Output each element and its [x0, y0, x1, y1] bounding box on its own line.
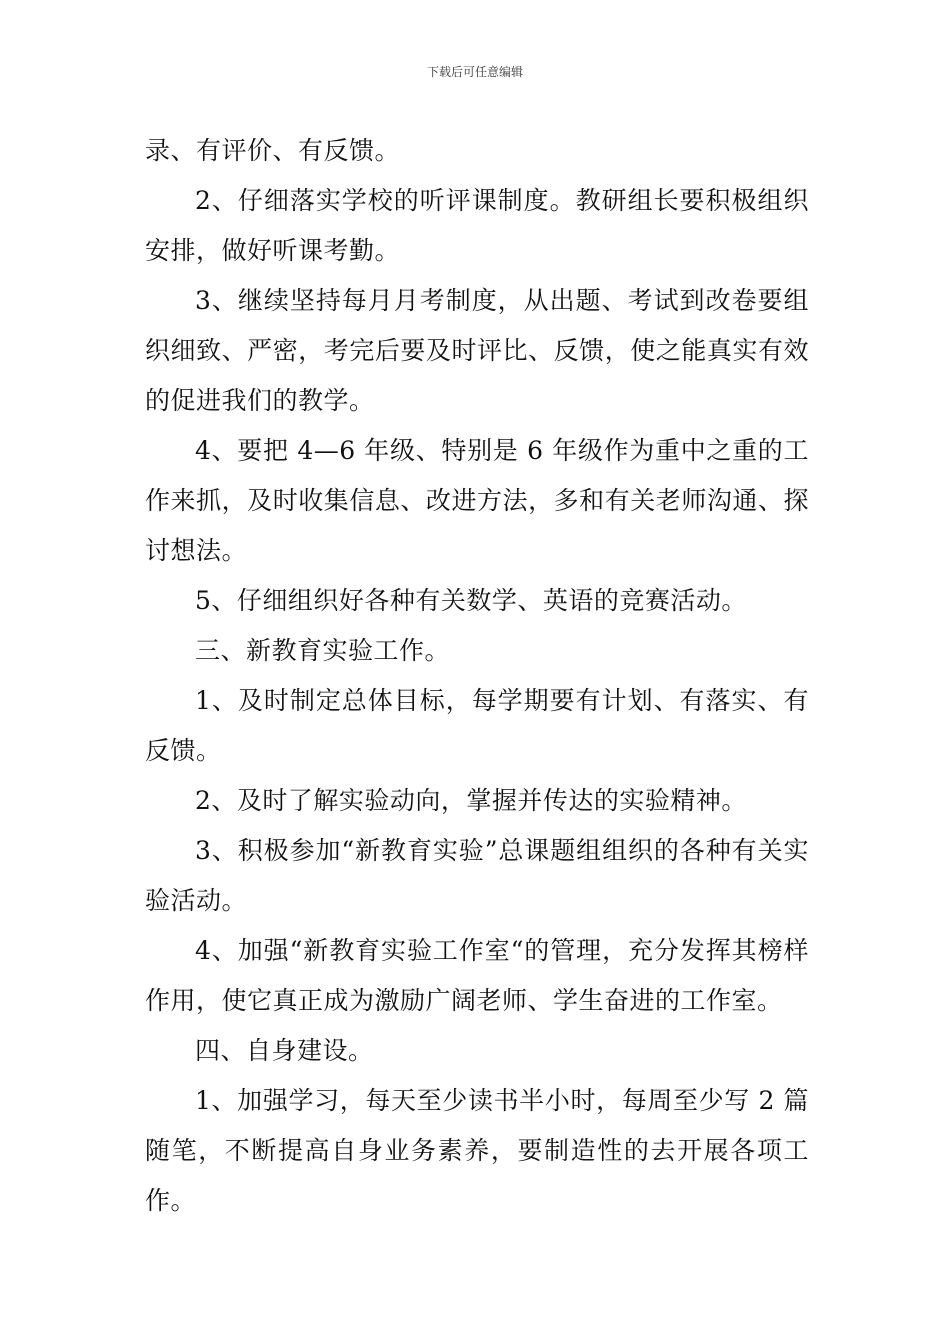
- document-body: [145, 126, 809, 1226]
- page-header-note: 下载后可任意编辑: [426, 65, 523, 79]
- paragraph-item-2-listen-evaluate: 2、仔细落实学校的听评课制度。教研组长要积极组织安排，做好听课考勤。: [145, 186, 809, 265]
- paragraph-item-2-trends: 2、及时了解实验动向，掌握并传达的实验精神。: [195, 786, 747, 815]
- paragraph-item-3-activities: 3、积极参加“新教育实验”总课题组组织的各种有关实验活动。: [145, 836, 809, 915]
- paragraph-item-4-grades: 4、要把 4—6 年级、特别是 6 年级作为重中之重的工作来抓，及时收集信息、改进方法，多和有关老师沟通、探讨想法。: [145, 436, 809, 565]
- paragraph-item-1-study: 1、加强学习，每天至少读书半小时，每周至少写 2 篇随笔，不断提高自身业务素养，要制造性的去开展各项工作。: [145, 1086, 809, 1215]
- paragraph-item-5-competitions: 5、仔细组织好各种有关数学、英语的竞赛活动。: [195, 586, 747, 615]
- paragraph-item-1-goals: 1、及时制定总体目标，每学期要有计划、有落实、有反馈。: [145, 686, 809, 765]
- section-heading-new-education: 三、新教育实验工作。: [195, 636, 451, 665]
- paragraph-continuation: 录、有评价、有反馈。: [145, 136, 401, 165]
- paragraph-item-3-monthly-exam: 3、继续坚持每月月考制度，从出题、考试到改卷要组织细致、严密，考完后要及时评比、反馈，使之能真实有效的促进我们的教学。: [145, 286, 809, 415]
- paragraph-item-4-studio: 4、加强“新教育实验工作室“的管理，充分发挥其榜样作用，使它真正成为激励广阔老师、学生奋进的工作室。: [145, 936, 809, 1015]
- section-heading-self-development: 四、自身建设。: [195, 1036, 374, 1065]
